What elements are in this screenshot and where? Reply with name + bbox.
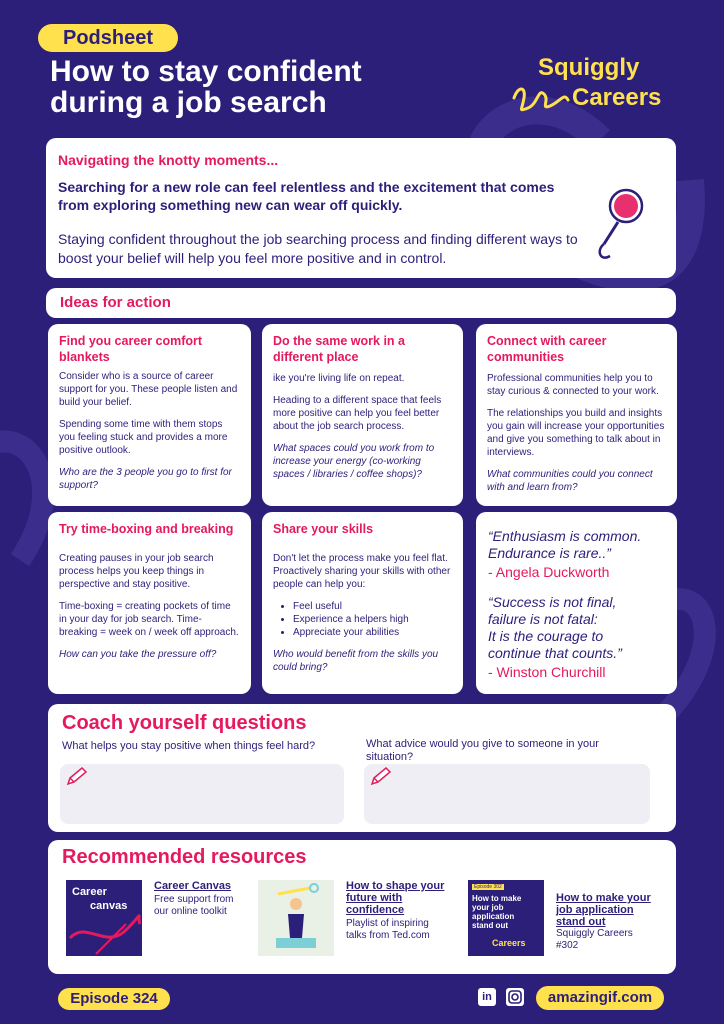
idea-body <box>59 552 239 670</box>
idea-box-comfort-blankets <box>48 324 251 506</box>
episode-badge: Episode 324 <box>58 988 170 1010</box>
idea-paragraph: Creating pauses in your job search process helps you keep things in perspective and stay positive. <box>59 553 214 590</box>
quotes-box <box>476 512 677 694</box>
quote-author: - Angela Duckworth <box>488 564 610 580</box>
idea-paragraph: The relationships you build and insights you gain will increase your opportunities and give you something to talk about in interviews. <box>487 408 665 458</box>
pencil-icon <box>64 766 90 788</box>
quote-churchill <box>488 594 622 680</box>
pencil-icon <box>368 766 394 788</box>
resource-description: Free support from our online toolkit <box>154 894 234 917</box>
answer-box-1[interactable] <box>60 764 344 824</box>
canvas-swirl-icon <box>66 880 142 956</box>
idea-box-time-boxing <box>48 512 251 694</box>
idea-box-different-place <box>262 324 463 506</box>
idea-paragraph: Heading to a different space that feels more positive can help you feel better about the job search process. <box>273 395 442 432</box>
shape-future-link[interactable]: How to shape your future with confidence <box>346 880 445 916</box>
intro-body-text: Staying confident throughout the job searching process and finding different ways to boost your belief will help you feel more positive and in control. <box>58 231 578 266</box>
quote-author: - Winston Churchill <box>488 664 606 680</box>
idea-box-share-skills <box>262 512 463 694</box>
resource-description: Playlist of inspiring talks from Ted.com <box>346 918 430 941</box>
intro-bold-text: Searching for a new role can feel relentless and the excitement that comes from exploring something new can wear off quickly. <box>58 179 555 213</box>
coach-heading: Coach yourself questions <box>62 712 307 734</box>
magnifying-glass-icon <box>594 186 654 266</box>
thumb-line: How to make <box>472 894 522 903</box>
idea-body <box>273 552 453 683</box>
career-canvas-thumbnail[interactable] <box>66 880 142 956</box>
thumb-text: Episode 302 <box>474 884 502 890</box>
quote-line: continue that counts.” <box>488 645 622 661</box>
person-holding-key-icon <box>258 880 334 956</box>
instagram-glyph <box>506 988 524 1006</box>
idea-paragraph: Time-boxing = creating pockets of time in your day for job search. Time-breaking = week on / week off approach. <box>59 601 239 638</box>
podsheet-badge: Podsheet <box>38 24 178 52</box>
title-line-2: during a job search <box>50 86 327 119</box>
quote-line: “Enthusiasm is common. <box>488 528 642 544</box>
coach-question-1: What helps you stay positive when things feel hard? <box>62 740 316 752</box>
idea-question: Who would benefit from the skills you could bring? <box>273 649 439 673</box>
idea-title: Try time-boxing and breaking <box>59 522 234 536</box>
idea-title: Do the same work in a different place <box>273 334 405 364</box>
idea-title: Connect with career communities <box>487 334 607 364</box>
idea-question: What spaces could you work from to increase your energy (co-working spaces / libraries / coffee shops)? <box>273 443 435 480</box>
answer-box-2[interactable] <box>364 764 650 824</box>
coach-question-2: What advice would you give to someone in your situation? <box>366 738 599 763</box>
idea-paragraph: Don't let the process make you feel flat. Proactively sharing your skills with other people can help you: <box>273 553 451 590</box>
list-item: • Feel useful <box>293 600 453 613</box>
shape-future-thumbnail[interactable] <box>258 880 334 956</box>
thumb-line: stand out <box>472 921 508 930</box>
squiggle-logo-icon <box>510 84 572 114</box>
job-application-link[interactable]: How to make your job application stand out <box>556 892 651 928</box>
linkedin-icon[interactable]: in <box>478 988 496 1006</box>
idea-body <box>59 370 239 501</box>
thumb-logo-text: Careers <box>492 938 526 948</box>
thumb-line: your job <box>472 903 504 912</box>
idea-paragraph: Professional communities help you to stay curious & connected to your work. <box>487 373 659 397</box>
instagram-icon[interactable] <box>506 988 524 1006</box>
squiggly-careers-logo <box>510 54 680 114</box>
idea-body <box>487 372 667 503</box>
idea-box-career-communities <box>476 324 677 506</box>
idea-paragraph: ike you're living life on repeat. <box>273 373 405 384</box>
intro-heading: Navigating the knotty moments... <box>58 152 279 168</box>
quote-duckworth <box>488 528 641 580</box>
ideas-header-card <box>46 288 676 318</box>
website-badge[interactable]: amazingif.com <box>536 986 664 1010</box>
ideas-heading: Ideas for action <box>60 294 171 311</box>
idea-title: Share your skills <box>273 522 374 536</box>
idea-title: Find you career comfort blankets <box>59 334 203 364</box>
coach-card <box>48 704 676 832</box>
idea-question: How can you take the pressure off? <box>59 649 217 660</box>
title-line-1: How to stay confident <box>50 55 362 88</box>
idea-question: Who are the 3 people you go to first for support? <box>59 467 232 491</box>
logo-line-1: Squiggly <box>538 54 640 81</box>
quote-line: It is the courage to <box>488 628 604 644</box>
page-title <box>50 56 470 118</box>
episode-302-thumbnail[interactable] <box>468 880 544 956</box>
idea-paragraph: Consider who is a source of career support for you. These people listen and build your belief. <box>59 371 238 408</box>
list-item: • Appreciate your abilities <box>293 626 453 639</box>
list-item: • Experience a helpers high <box>293 613 453 626</box>
resources-heading: Recommended resources <box>62 846 307 868</box>
thumb-text: canvas <box>90 900 128 912</box>
thumb-text <box>472 894 521 930</box>
resource-description: Squiggly Careers #302 <box>556 928 633 951</box>
intro-card <box>46 138 676 278</box>
idea-question: What communities could you connect with and learn from? <box>487 469 653 493</box>
quote-line: “Success is not final, <box>488 594 617 610</box>
career-canvas-link[interactable]: Career Canvas <box>154 880 232 892</box>
idea-paragraph: Spending some time with them stops you feeling stuck and provides a more positive outlook. <box>59 419 228 456</box>
idea-body <box>273 372 453 490</box>
thumb-line: application <box>472 912 515 921</box>
resources-card <box>48 840 676 974</box>
quote-line: Endurance is rare..” <box>488 545 611 561</box>
logo-line-2: Careers <box>572 84 662 111</box>
thumb-text: Career <box>72 886 107 898</box>
quote-line: failure is not fatal: <box>488 611 598 627</box>
skills-list <box>273 600 453 639</box>
